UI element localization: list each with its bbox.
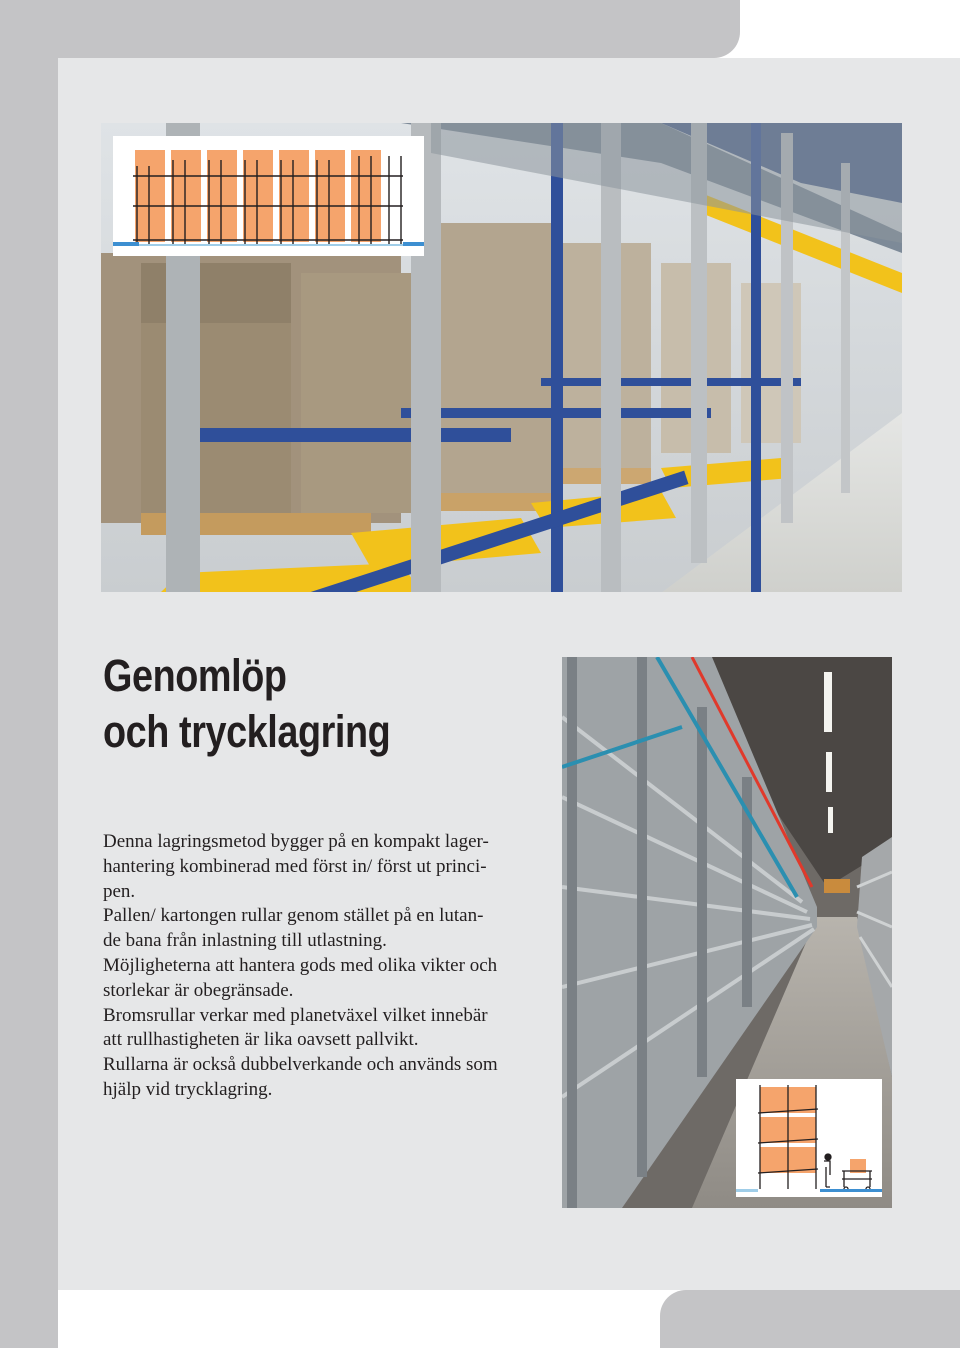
bottom-gray-tab (660, 1290, 960, 1348)
body-line: hantering kombinerad med först in/ först ut princi- (103, 855, 487, 877)
body-line: Pallen/ kartongen rullar genom stället på en lutan- (103, 905, 484, 927)
body-line: att rullhastigheten är lika oavsett pallvikt. (103, 1029, 419, 1051)
push-back-rack-diagram (736, 1079, 882, 1197)
page-title (103, 648, 390, 760)
body-line: hjälp vid trycklagring. (103, 1078, 273, 1100)
top-gray-band (0, 0, 740, 58)
body-line: de bana från inlastning till utlastning. (103, 930, 387, 952)
body-line: storlekar är obegränsade. (103, 979, 294, 1001)
title-line-2: och trycklagring (103, 706, 391, 757)
body-line: Denna lagringsmetod bygger på en kompakt lager- (103, 831, 489, 852)
body-line: Bromsrullar verkar med planetväxel vilket innebär (103, 1004, 488, 1026)
body-line: Möjligheterna att hantera gods med olika vikter och (103, 954, 498, 976)
left-gray-band (0, 0, 58, 1348)
body-line: Rullarna är också dubbelverkande och används som (103, 1054, 498, 1076)
title-line-1: Genomlöp (103, 650, 287, 701)
body-text (103, 830, 543, 1103)
flow-rack-side-view-diagram (113, 136, 424, 256)
body-line: pen. (103, 880, 136, 902)
